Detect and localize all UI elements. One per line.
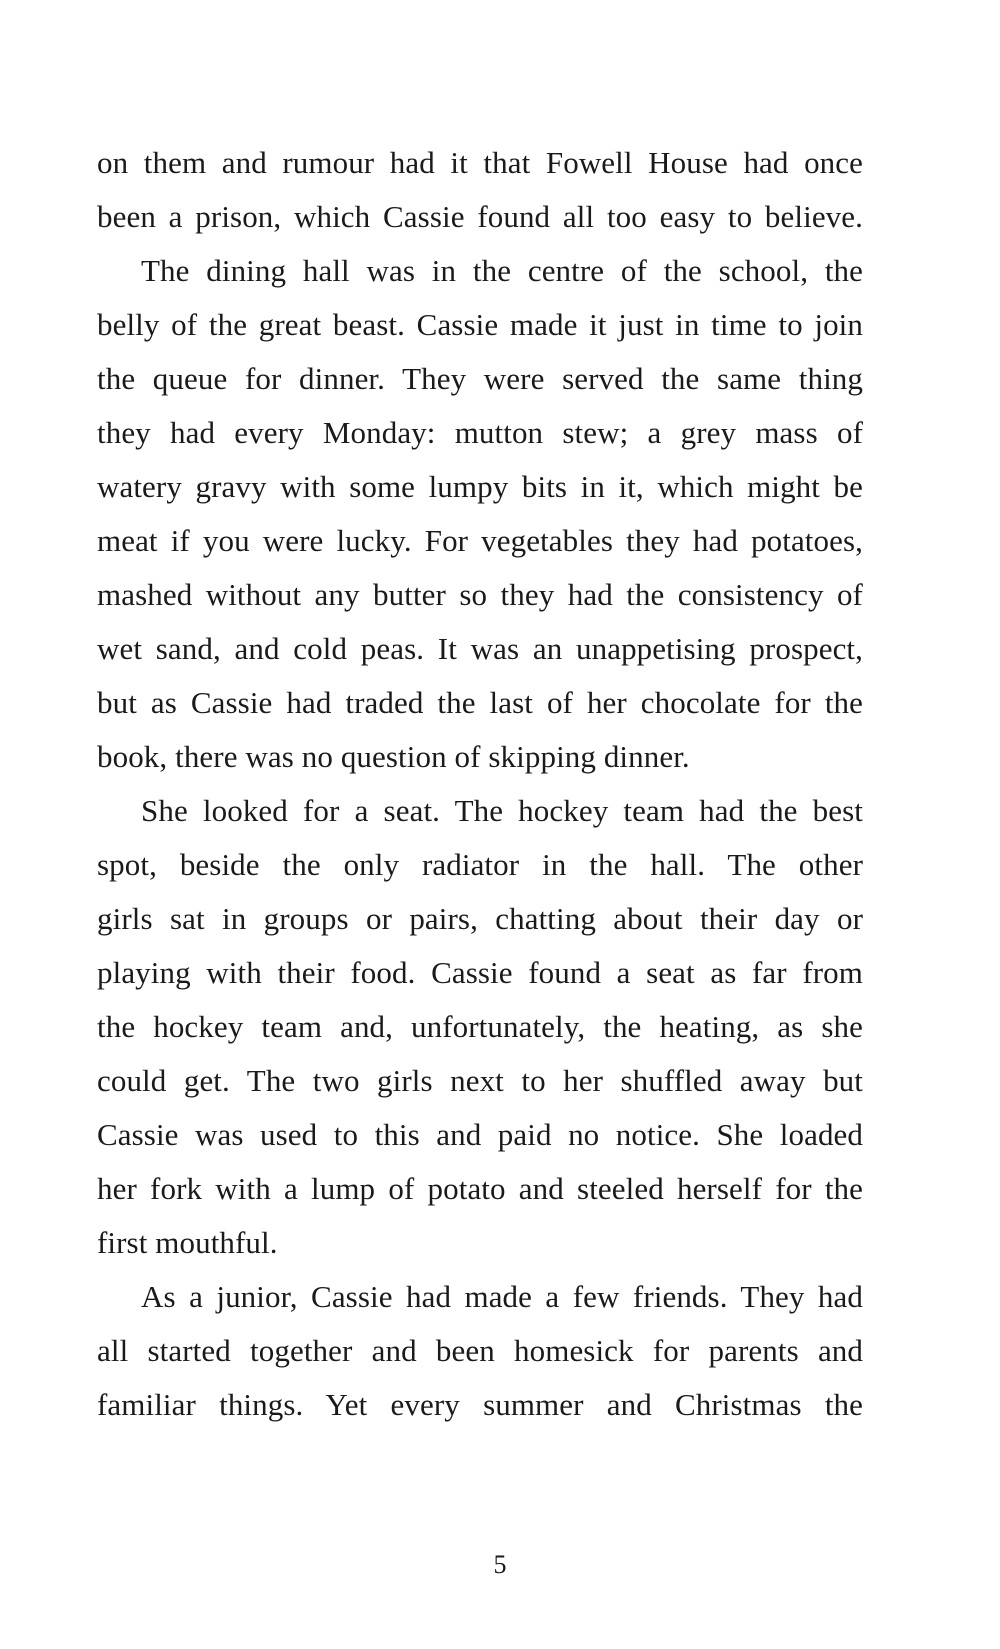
text-line: mashed without any butter so they had the consistency of: [97, 577, 863, 612]
text-line: but as Cassie had traded the last of her chocolate for the: [97, 685, 863, 720]
paragraph-last-line: first mouthful.: [97, 1225, 278, 1260]
text-line: her fork with a lump of potato and steeled herself for the: [97, 1171, 863, 1206]
text-line: familiar things. Yet every summer and Christmas the: [97, 1387, 863, 1422]
text-line: all started together and been homesick for parents and: [97, 1333, 863, 1368]
text-line: the queue for dinner. They were served the same thing: [97, 361, 863, 396]
text-line: been a prison, which Cassie found all too easy to believe.: [97, 199, 863, 234]
paragraph-first-line: She looked for a seat. The hockey team had the best: [141, 793, 863, 828]
text-line: Cassie was used to this and paid no notice. She loaded: [97, 1117, 863, 1152]
text-line: girls sat in groups or pairs, chatting about their day or: [97, 901, 863, 936]
page-number: 5: [493, 1550, 507, 1579]
text-line: on them and rumour had it that Fowell House had once: [97, 145, 863, 180]
text-line: playing with their food. Cassie found a seat as far from: [97, 955, 863, 990]
paragraph-first-line: As a junior, Cassie had made a few friends. They had: [141, 1279, 863, 1314]
text-line: the hockey team and, unfortunately, the heating, as she: [97, 1009, 863, 1044]
text-line: meat if you were lucky. For vegetables they had potatoes,: [97, 523, 863, 558]
text-line: wet sand, and cold peas. It was an unappetising prospect,: [97, 631, 863, 666]
text-line: they had every Monday: mutton stew; a grey mass of: [97, 415, 863, 450]
paragraph-last-line: book, there was no question of skipping dinner.: [97, 739, 690, 774]
text-line: spot, beside the only radiator in the hall. The other: [97, 847, 863, 882]
text-line: belly of the great beast. Cassie made it just in time to join: [97, 307, 863, 342]
text-line: could get. The two girls next to her shuffled away but: [97, 1063, 863, 1098]
text-line: watery gravy with some lumpy bits in it, which might be: [97, 469, 863, 504]
paragraph-first-line: The dining hall was in the centre of the school, the: [141, 253, 863, 288]
